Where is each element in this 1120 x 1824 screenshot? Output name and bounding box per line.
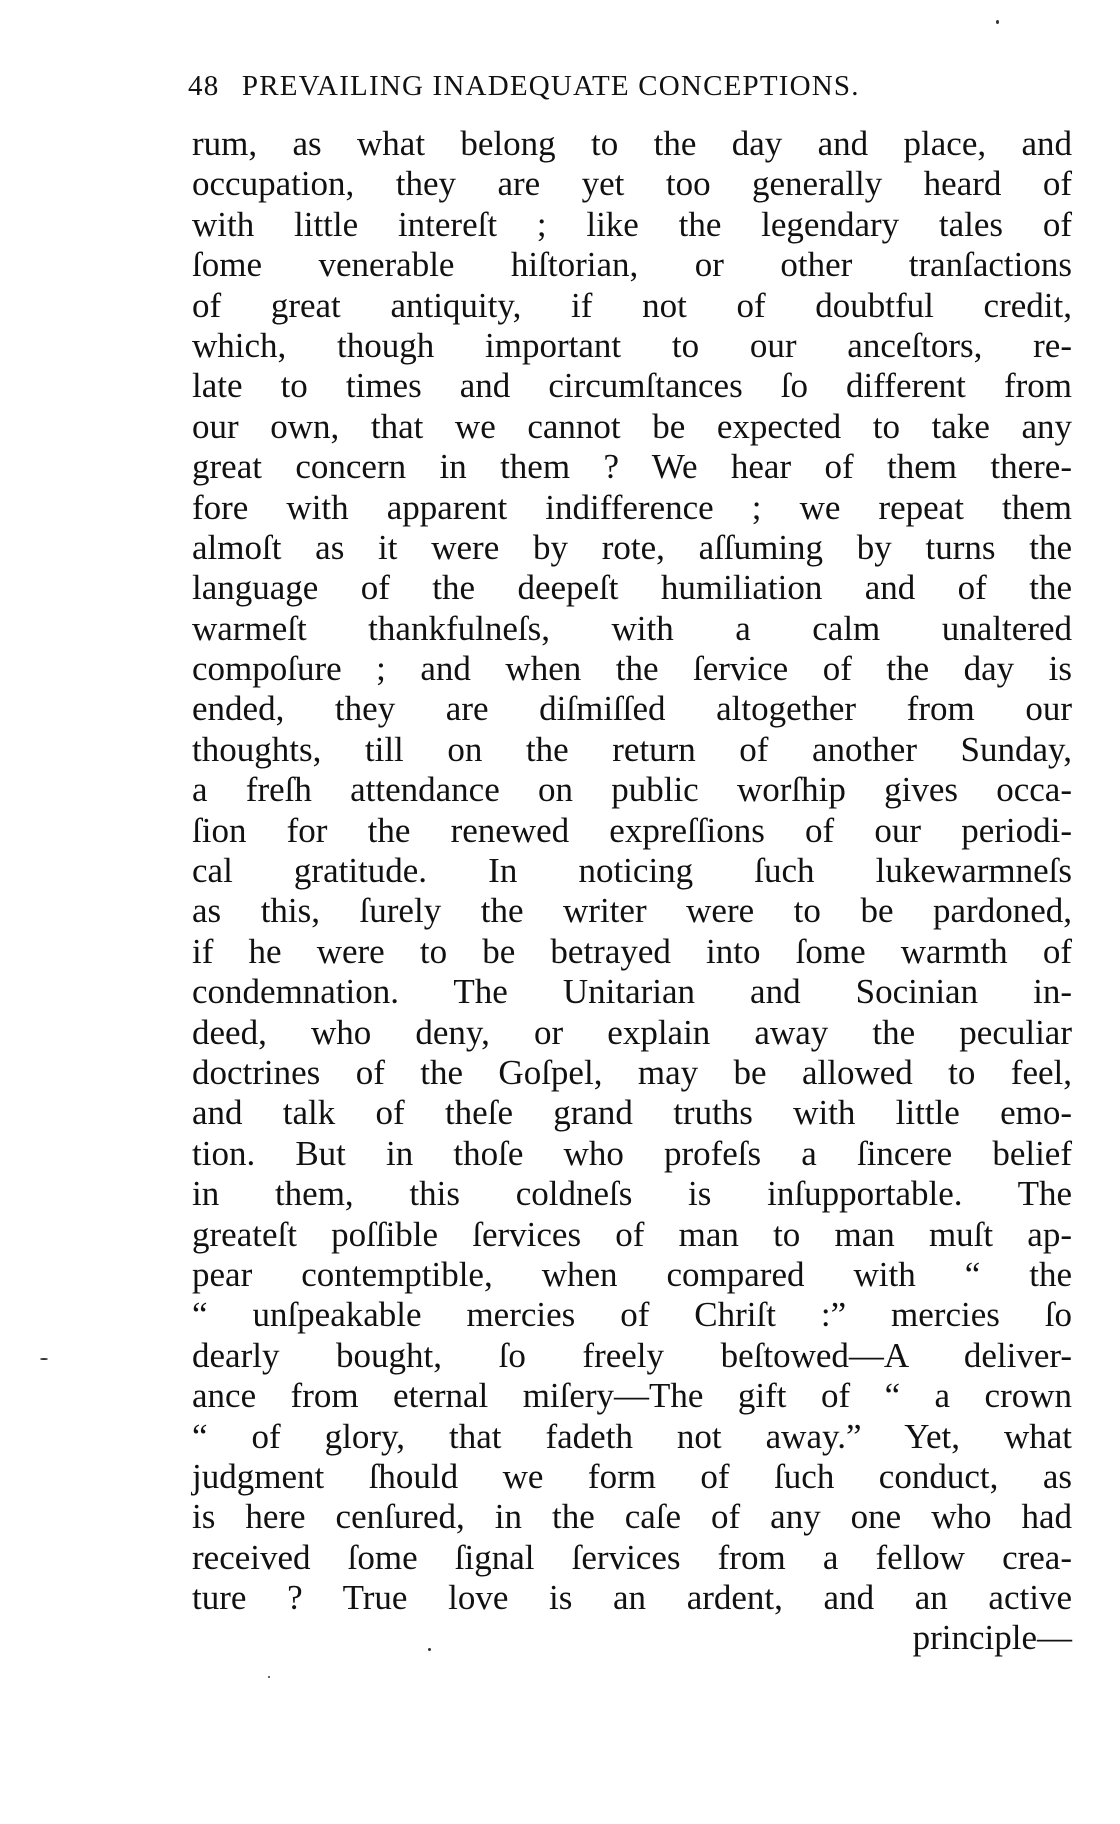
text-line: our own, that we cannot be expected to take any bbox=[192, 406, 1072, 446]
text-line: doctrines of the Goſpel, may be allowed to feel, bbox=[192, 1052, 1072, 1092]
text-line: a freſh attendance on public worſhip gives occa- bbox=[192, 770, 1072, 810]
text-line: and talk of theſe grand truths with little emo- bbox=[192, 1093, 1072, 1133]
text-line: ance from eternal miſery—The gift of “ a crown bbox=[192, 1376, 1072, 1416]
text-line: of great antiquity, if not of doubtful credit, bbox=[192, 285, 1072, 325]
scan-speck bbox=[268, 1676, 270, 1678]
text-line: received ſome ſignal ſervices from a fellow crea- bbox=[192, 1537, 1072, 1577]
text-line: in them, this coldneſs is inſupportable. The bbox=[192, 1174, 1072, 1214]
running-header bbox=[188, 66, 1048, 106]
text-line: ſion for the renewed expreſſions of our periodi- bbox=[192, 810, 1072, 850]
page-number: 48 bbox=[188, 70, 220, 102]
text-line: fore with apparent indifference ; we repeat them bbox=[192, 487, 1072, 527]
text-line: great concern in them ? We hear of them there- bbox=[192, 447, 1072, 487]
text-line: “ unſpeakable mercies of Chriſt :” mercies ſo bbox=[192, 1295, 1072, 1335]
text-line: almoſt as it were by rote, aſſuming by turns the bbox=[192, 527, 1072, 567]
running-title: PREVAILING INADEQUATE CONCEPTIONS. bbox=[241, 70, 860, 102]
text-line: ended, they are diſmiſſed altogether from our bbox=[192, 689, 1072, 729]
text-line: ture ? True love is an ardent, and an active bbox=[192, 1578, 1072, 1618]
text-line: occupation, they are yet too generally heard of bbox=[192, 164, 1072, 204]
text-line: “ of glory, that fadeth not away.” Yet, what bbox=[192, 1416, 1072, 1456]
text-line: condemnation. The Unitarian and Socinian in- bbox=[192, 972, 1072, 1012]
text-line: compoſure ; and when the ſervice of the day is bbox=[192, 649, 1072, 689]
text-line: rum, as what belong to the day and place, and bbox=[192, 124, 1072, 163]
text-line: thoughts, till on the return of another Sunday, bbox=[192, 729, 1072, 769]
text-line: warmeſt thankfulneſs, with a calm unaltered bbox=[192, 608, 1072, 648]
text-line: greateſt poſſible ſervices of man to man muſt ap- bbox=[192, 1214, 1072, 1254]
text-line: tion. But in thoſe who profeſs a ſincere belief bbox=[192, 1133, 1072, 1173]
text-line: pear contemptible, when compared with “ the bbox=[192, 1254, 1072, 1294]
text-line: ſome venerable hiſtorian, or other tranſactions bbox=[192, 245, 1072, 285]
text-line: if he were to be betrayed into ſome warmth of bbox=[192, 931, 1072, 971]
text-line: with little intereſt ; like the legendary tales of bbox=[192, 204, 1072, 244]
text-line: as this, ſurely the writer were to be pardoned, bbox=[192, 891, 1072, 931]
body-text bbox=[192, 124, 1072, 1659]
scan-speck bbox=[40, 1358, 48, 1360]
scan-speck bbox=[428, 1648, 431, 1651]
text-line: deed, who deny, or explain away the peculiar bbox=[192, 1012, 1072, 1052]
text-line: judgment ſhould we form of ſuch conduct, as bbox=[192, 1456, 1072, 1496]
text-line: is here cenſured, in the caſe of any one who had bbox=[192, 1497, 1072, 1537]
scan-speck bbox=[996, 20, 999, 24]
catchword: principle— bbox=[912, 1618, 1072, 1658]
text-line: dearly bought, ſo freely beſtowed—A deliver- bbox=[192, 1335, 1072, 1375]
text-line: which, though important to our anceſtors, re- bbox=[192, 325, 1072, 365]
text-line: cal gratitude. In noticing ſuch lukewarmneſs bbox=[192, 851, 1072, 891]
text-line: language of the deepeſt humiliation and of the bbox=[192, 568, 1072, 608]
text-line: late to times and circumſtances ſo different from bbox=[192, 366, 1072, 406]
